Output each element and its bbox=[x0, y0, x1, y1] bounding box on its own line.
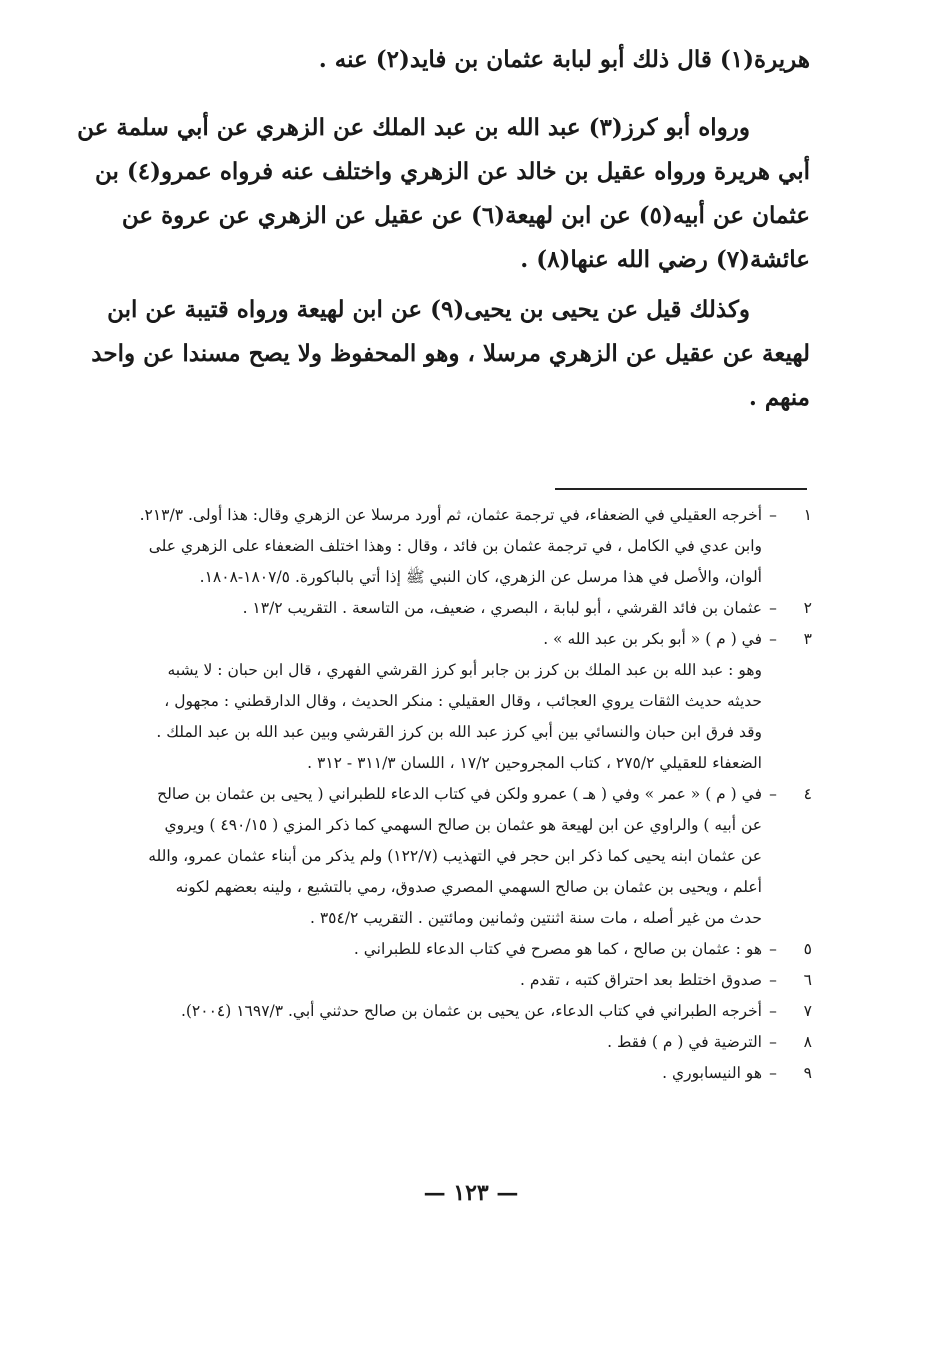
footnote-line: وهو : عبد الله بن عبد الملك بن كرز بن جابر أبو كرز القرشي الفهري ، قال ابن حبان : لا يشبه bbox=[167, 661, 762, 679]
footnote-number: ٥ bbox=[803, 940, 812, 958]
footnote-text bbox=[110, 1058, 762, 1089]
footnote-5 bbox=[110, 934, 812, 965]
footnote-number: ٢ bbox=[803, 599, 812, 617]
footnote-text bbox=[110, 779, 762, 934]
footnote-line: أعلم ، ويحيى بن عثمان بن صالح السهمي المصري صدوق، رمي بالتشيع ، ولينه بعضهم لكونه bbox=[175, 878, 762, 896]
footnote-text bbox=[110, 934, 762, 965]
paragraph-line: ورواه أبو كرز(٣) عبد الله بن عبد الملك عن الزهري عن أبي سلمة عن bbox=[77, 114, 750, 141]
footnote-dash: – bbox=[769, 785, 777, 803]
paragraph-2 bbox=[77, 106, 810, 282]
footnote-3-continuation bbox=[110, 655, 812, 779]
footnote-2 bbox=[110, 593, 812, 624]
footnote-line: أخرجه الطبراني في كتاب الدعاء، عن يحيى بن عثمان بن صالح حدثني أبي. ١٦٩٧/٣ (٢٠٠٤). bbox=[180, 1002, 762, 1020]
footnote-number: ٣ bbox=[803, 630, 812, 648]
footnote-text bbox=[110, 965, 762, 996]
paragraph-line: عثمان عن أبيه(٥) عن ابن لهيعة(٦) عن عقيل عن الزهري عن عروة عن bbox=[121, 202, 810, 229]
footnote-dash: – bbox=[769, 940, 777, 958]
footnote-line: عن أبيه ) والراوي عن ابن لهيعة هو عثمان بن صالح السهمي كما ذكر المزي ( ٤٩٠/١٥ ) ويروي bbox=[164, 816, 762, 834]
footnote-line: هو : عثمان بن صالح ، كما هو مصرح في كتاب الدعاء للطبراني . bbox=[353, 940, 762, 958]
footnote-line: أخرجه العقيلي في الضعفاء، في ترجمة عثمان، ثم أورد مرسلا عن الزهري وقال: هذا أولى. ٢١٣/٣. bbox=[139, 506, 762, 524]
paragraph-line: هريرة(١) قال ذلك أبو لبابة عثمان بن فايد(٢) عنه . bbox=[318, 46, 810, 73]
page-number: — ١٢٣ — bbox=[423, 1180, 519, 1206]
footnotes bbox=[110, 500, 812, 1089]
footnote-line: صدوق اختلط بعد احتراق كتبه ، تقدم . bbox=[520, 971, 762, 989]
footnote-line: ألوان، والأصل في هذا مرسل عن الزهري، كان النبي ﷺ إذا أتي بالباكورة. ١٨٠٧/٥-١٨٠٨. bbox=[199, 568, 762, 586]
footnote-line: هو النيسابوري . bbox=[662, 1064, 762, 1082]
footnote-number: ٦ bbox=[803, 971, 812, 989]
paragraph-line: وكذلك قيل عن يحيى بن يحيى(٩) عن ابن لهيعة ورواه قتيبة عن ابن bbox=[107, 296, 750, 323]
footnote-dash: – bbox=[769, 630, 777, 648]
footnote-line: في ( م ) « عمر » وفي ( هـ ) عمرو ولكن في كتاب الدعاء للطبراني ( يحيى بن عثمان بن صالح bbox=[157, 785, 762, 803]
footnote-line: عثمان بن فائد القرشي ، أبو لبابة ، البصري ، ضعيف، من التاسعة . التقريب ١٣/٢ . bbox=[242, 599, 762, 617]
paragraph-line: أبي هريرة ورواه عقيل بن خالد عن الزهري واختلف عنه فرواه عمرو(٤) بن bbox=[94, 158, 810, 185]
footnote-number: ١ bbox=[803, 506, 812, 524]
footnote-divider bbox=[555, 488, 807, 490]
footnote-number: ٤ bbox=[803, 785, 812, 803]
footnote-8 bbox=[110, 1027, 812, 1058]
paragraph-1 bbox=[104, 40, 810, 80]
footnote-text bbox=[110, 624, 762, 655]
footnote-number: ٧ bbox=[803, 1002, 812, 1020]
footnote-text bbox=[110, 593, 762, 624]
footnote-6 bbox=[110, 965, 812, 996]
paragraph-3 bbox=[91, 288, 810, 420]
footnote-dash: – bbox=[769, 599, 777, 617]
footnote-line: وقد فرق ابن حبان والنسائي بين أبي كرز عبد الله بن كرز القرشي وبين عبد الله بن عبد الملك . bbox=[156, 723, 762, 741]
footnote-line: عن عثمان ابنه يحيى كما ذكر ابن حجر في التهذيب (١٢٢/٧) ولم يذكر من أبناء عثمان عمرو، والله bbox=[148, 847, 762, 865]
footnote-dash: – bbox=[769, 1064, 777, 1082]
footnote-text bbox=[110, 1027, 762, 1058]
footnote-3 bbox=[110, 624, 812, 655]
footnote-dash: – bbox=[769, 1002, 777, 1020]
paragraph-line: منهم . bbox=[748, 384, 810, 411]
footnote-4 bbox=[110, 779, 812, 934]
footnote-dash: – bbox=[769, 506, 777, 524]
footnote-line: حديثه حديث الثقات يروي العجائب ، وقال العقيلي : منكر الحديث ، وقال الدارقطني : مجهول ، bbox=[164, 692, 762, 710]
footnote-text bbox=[110, 996, 762, 1027]
paragraph-line: لهيعة عن عقيل عن الزهري مرسلا ، وهو المحفوظ ولا يصح مسندا عن واحد bbox=[91, 340, 810, 367]
footnote-7 bbox=[110, 996, 812, 1027]
footnote-number: ٨ bbox=[803, 1033, 812, 1051]
footnote-line: في ( م ) « أبو بكر بن عبد الله » . bbox=[543, 630, 762, 648]
footnote-1 bbox=[110, 500, 812, 593]
paragraph-line: عائشة(٧) رضي الله عنها(٨) . bbox=[520, 246, 810, 273]
footnote-number: ٩ bbox=[803, 1064, 812, 1082]
footnote-dash: – bbox=[769, 971, 777, 989]
footnote-9 bbox=[110, 1058, 812, 1089]
footnote-line: الترضية في ( م ) فقط . bbox=[607, 1033, 762, 1051]
footnote-line: وابن عدي في الكامل ، في ترجمة عثمان بن فائد ، وقال : وهذا اختلف الضعفاء على الزهري على bbox=[148, 537, 762, 555]
footnote-text bbox=[110, 500, 762, 593]
footnote-dash: – bbox=[769, 1033, 777, 1051]
footnote-line: حدث من غير أصله ، مات سنة اثنتين وثمانين ومائتين . التقريب ٣٥٤/٢ . bbox=[309, 909, 762, 927]
footnote-line: الضعفاء للعقيلي ٢٧٥/٢ ، كتاب المجروحين ١٧/٢ ، اللسان ٣١١/٣ - ٣١٢ . bbox=[307, 754, 762, 772]
